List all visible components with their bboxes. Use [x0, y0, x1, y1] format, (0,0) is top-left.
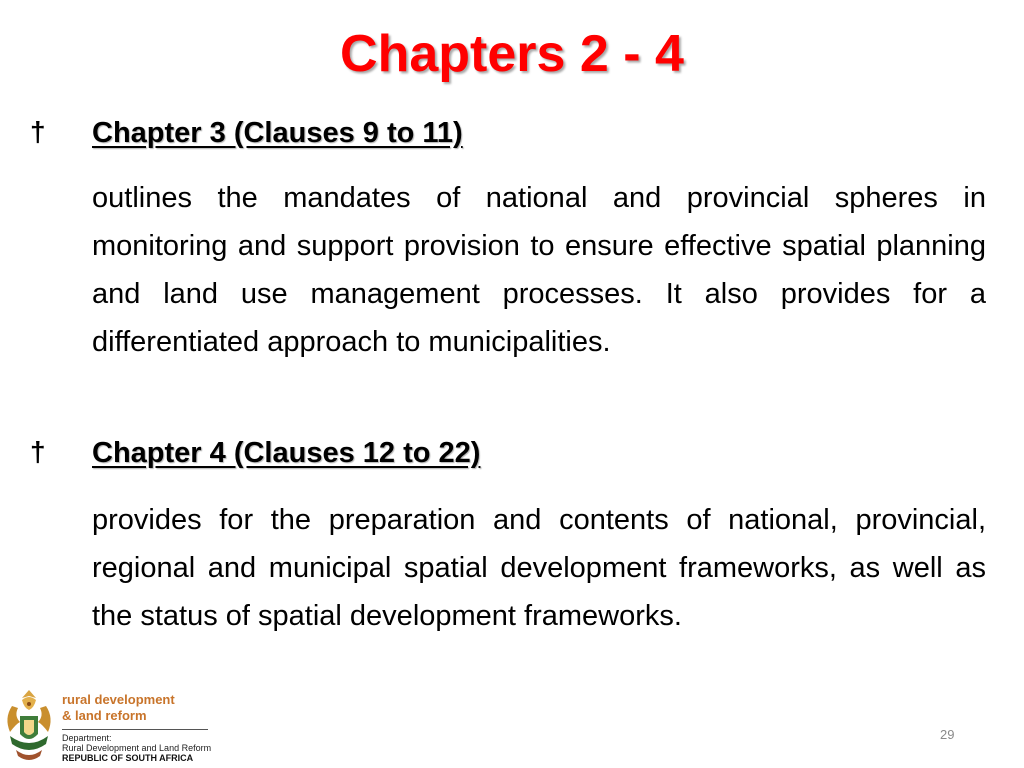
section-body-chapter-4: provides for the preparation and contents of national, provincial, regional and municipal spatial development frameworks, as well as the status of spatial development frameworks. — [92, 504, 986, 632]
slide-title: Chapters 2 - 4 — [340, 25, 684, 83]
department-name — [62, 692, 175, 724]
footer-divider — [62, 729, 208, 730]
department-footer — [0, 688, 240, 768]
country-name: REPUBLIC OF SOUTH AFRICA — [62, 753, 194, 763]
coat-of-arms-icon — [2, 688, 56, 766]
section-heading-chapter-3: Chapter 3 (Clauses 9 to 11) — [92, 117, 463, 149]
dagger-bullet-icon: † — [30, 116, 46, 147]
department-label: Department: — [62, 733, 112, 743]
department-name-line-1: rural development — [62, 692, 175, 707]
department-name-line-2: & land reform — [62, 708, 147, 723]
section-heading-chapter-4: Chapter 4 (Clauses 12 to 22) — [92, 437, 481, 469]
dagger-bullet-icon: † — [30, 436, 46, 467]
department-full-name: Rural Development and Land Reform — [62, 743, 212, 753]
page-number: 29 — [940, 727, 955, 742]
section-body-chapter-3: outlines the mandates of national and provincial spheres in monitoring and support provision to ensure effective spatial planning and land use management processes. It also provides for a differentiated approach to municipalities. — [92, 182, 986, 358]
